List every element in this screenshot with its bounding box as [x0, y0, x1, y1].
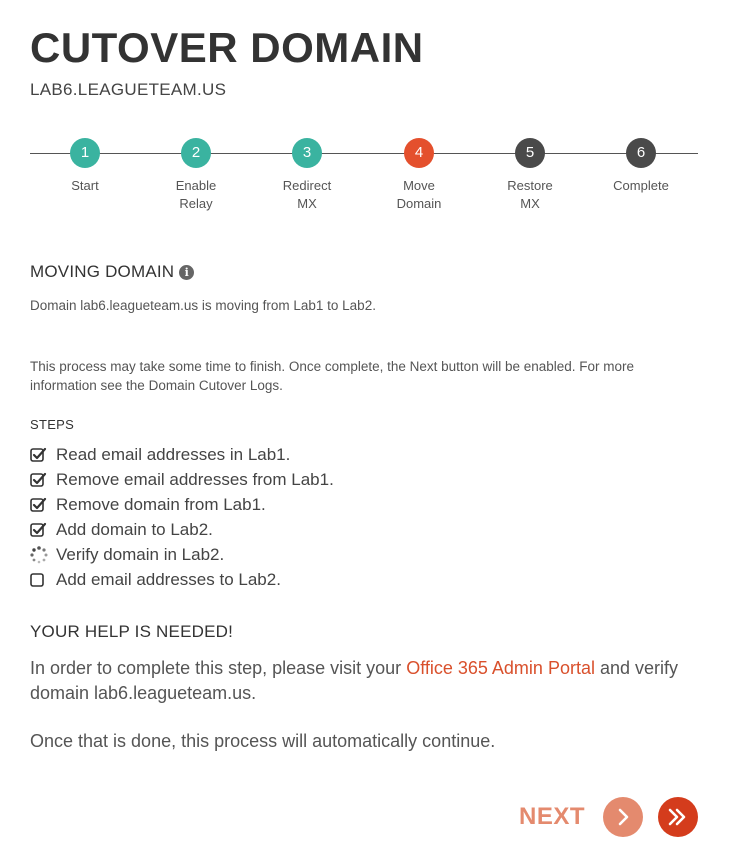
step-item-label: Add domain to Lab2.	[56, 519, 213, 539]
next-button[interactable]	[603, 797, 643, 837]
checked-box-icon	[30, 520, 50, 540]
checked-box-icon	[30, 495, 50, 515]
step-item-label: Verify domain in Lab2.	[56, 544, 225, 564]
step-item-label: Remove email addresses from Lab1.	[56, 469, 334, 489]
double-chevron-right-icon	[666, 807, 690, 827]
spinner-icon	[30, 545, 50, 565]
step-redirect-mx	[262, 138, 352, 213]
step-number: 6	[626, 138, 656, 168]
step-label: Enable Relay	[175, 178, 217, 211]
list-item	[30, 567, 334, 592]
section-title	[30, 262, 194, 282]
step-number: 4	[404, 138, 434, 168]
list-item	[30, 517, 334, 542]
steps-heading: STEPS	[30, 417, 75, 432]
info-circle-icon[interactable]: i	[179, 265, 194, 280]
list-item	[30, 467, 334, 492]
page-title: CUTOVER DOMAIN	[30, 24, 424, 71]
skip-forward-button[interactable]	[658, 797, 698, 837]
unchecked-box-icon	[30, 570, 50, 590]
help-title: YOUR HELP IS NEEDED!	[30, 622, 234, 641]
list-item	[30, 492, 334, 517]
step-restore-mx	[485, 138, 575, 213]
help-text-after: and verify domain lab6.leagueteam.us.	[30, 658, 679, 703]
progress-stepper	[30, 138, 698, 218]
domain-name: LAB6.LEAGUETEAM.US	[30, 80, 227, 99]
checked-box-icon	[30, 470, 50, 490]
step-item-label: Read email addresses in Lab1.	[56, 444, 291, 464]
step-number: 1	[70, 138, 100, 168]
process-note: This process may take some time to finish. Once complete, the Next button will be enabled. For more information see the Domain Cutover Logs.	[30, 359, 635, 393]
step-label: Redirect MX	[282, 178, 332, 211]
section-title-text: MOVING DOMAIN	[30, 262, 175, 281]
step-start	[40, 138, 130, 195]
help-text	[30, 656, 698, 706]
step-label: Complete	[613, 178, 669, 193]
list-item	[30, 442, 334, 467]
step-enable-relay	[151, 138, 241, 213]
status-message: Domain lab6.leagueteam.us is moving from Lab1 to Lab2.	[30, 298, 376, 313]
step-number: 5	[515, 138, 545, 168]
step-number: 2	[181, 138, 211, 168]
step-complete	[596, 138, 686, 195]
navigation-controls	[519, 797, 698, 837]
help-text-before: In order to complete this step, please visit your	[30, 658, 407, 678]
step-label: Move Domain	[396, 178, 442, 211]
step-label: Start	[71, 178, 99, 193]
checked-box-icon	[30, 445, 50, 465]
step-item-label: Add email addresses to Lab2.	[56, 569, 281, 589]
office-365-admin-portal-link[interactable]: Office 365 Admin Portal	[406, 658, 595, 678]
chevron-right-icon	[613, 807, 633, 827]
list-item	[30, 542, 334, 567]
step-label: Restore MX	[507, 178, 553, 211]
step-number: 3	[292, 138, 322, 168]
next-label[interactable]: NEXT	[518, 803, 585, 830]
steps-list	[30, 442, 334, 592]
step-move-domain	[374, 138, 464, 213]
step-item-label: Remove domain from Lab1.	[56, 494, 266, 514]
continue-text: Once that is done, this process will automatically continue.	[30, 731, 496, 751]
